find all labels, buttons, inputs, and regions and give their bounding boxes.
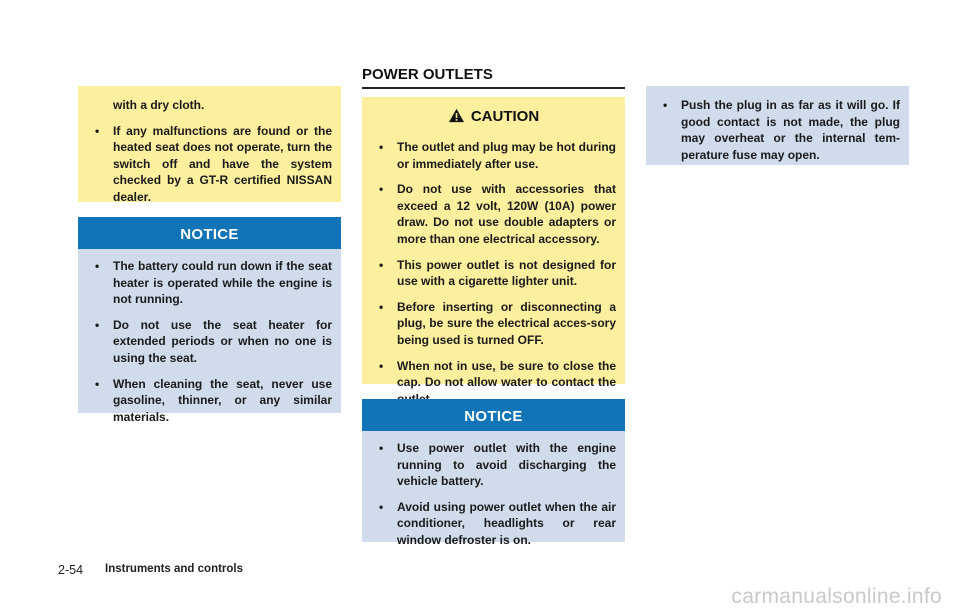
bullet-glyph: • bbox=[379, 182, 384, 197]
bullet-glyph: • bbox=[379, 358, 384, 373]
caution-list bbox=[371, 139, 616, 407]
list-item: • If any malfunctions are found or the heated seat does not operate, turn the switch off and have the system checked by a GT-R certified NISSAN dealer. bbox=[95, 123, 332, 204]
footer-section: Instruments and controls bbox=[105, 563, 244, 575]
list-item: • Do not use the seat heater for extended periods or when no one is using the seat. bbox=[95, 317, 332, 365]
middle-notice-list bbox=[371, 440, 616, 549]
right-notice-box bbox=[646, 86, 909, 165]
caution-heading bbox=[362, 107, 625, 127]
page-number: 2-54 bbox=[58, 563, 84, 577]
left-caution-list bbox=[87, 123, 332, 206]
list-item: • When cleaning the seat, never use gasoline, thinner, or any similar materials. bbox=[95, 376, 332, 424]
left-notice-list bbox=[87, 258, 332, 425]
bullet-glyph: • bbox=[95, 259, 100, 273]
bullet-glyph: • bbox=[663, 98, 668, 112]
list-item: • The battery could run down if the seat heater is operated while the engine is not running. bbox=[95, 259, 332, 307]
watermark: carmanualsonline.info bbox=[731, 585, 942, 608]
list-item: • Use power outlet with the engine running to avoid discharging the vehicle battery. bbox=[379, 441, 616, 489]
notice-title-bar: NOTICE bbox=[362, 399, 625, 431]
notice-title-bar: NOTICE bbox=[78, 217, 341, 249]
bullet-glyph: • bbox=[379, 441, 384, 455]
list-item: • This power outlet is not designed for use with a cigarette lighter unit. bbox=[379, 257, 616, 289]
list-item: • Avoid using power outlet when the air conditioner, headlights or rear window defroster is on. bbox=[379, 499, 616, 547]
bullet-glyph: • bbox=[379, 140, 384, 154]
caution-title: CAUTION bbox=[470, 108, 540, 125]
right-list bbox=[655, 97, 900, 163]
bullet-glyph: • bbox=[95, 317, 100, 332]
list-item: • Do not use with accessories that exceed a 12 volt, 120W (10A) power draw. Do not use double adapters or more than one electrical accessory. bbox=[379, 182, 616, 246]
bullet-glyph: • bbox=[379, 299, 384, 314]
left-notice-box bbox=[78, 217, 341, 424]
list-item: • When not in use, be sure to close the cap. Do not allow water to contact the bbox=[379, 358, 616, 390]
list-item: • Push the plug in as far as it will go. If good contact is not made, the plug may overheat or the internal tem-perature fuse may open. bbox=[663, 98, 900, 162]
list-item: • Before inserting or disconnecting a plug, be sure the electrical acces-sory being used is turned OFF. bbox=[379, 299, 616, 347]
continuation-text: with a dry cloth. bbox=[113, 98, 205, 112]
left-caution-box bbox=[78, 86, 341, 202]
list-item: • The outlet and plug may be hot during or immediately after use. bbox=[379, 140, 616, 171]
section-title: POWER OUTLETS bbox=[362, 66, 493, 83]
bullet-glyph: • bbox=[379, 499, 384, 514]
caution-box bbox=[362, 97, 625, 390]
title-rule bbox=[362, 87, 625, 89]
bullet-glyph: • bbox=[95, 376, 100, 391]
middle-notice-box bbox=[362, 399, 625, 547]
bullet-glyph: • bbox=[95, 123, 100, 138]
bullet-glyph: • bbox=[379, 257, 384, 272]
warning-triangle-icon bbox=[448, 108, 465, 123]
